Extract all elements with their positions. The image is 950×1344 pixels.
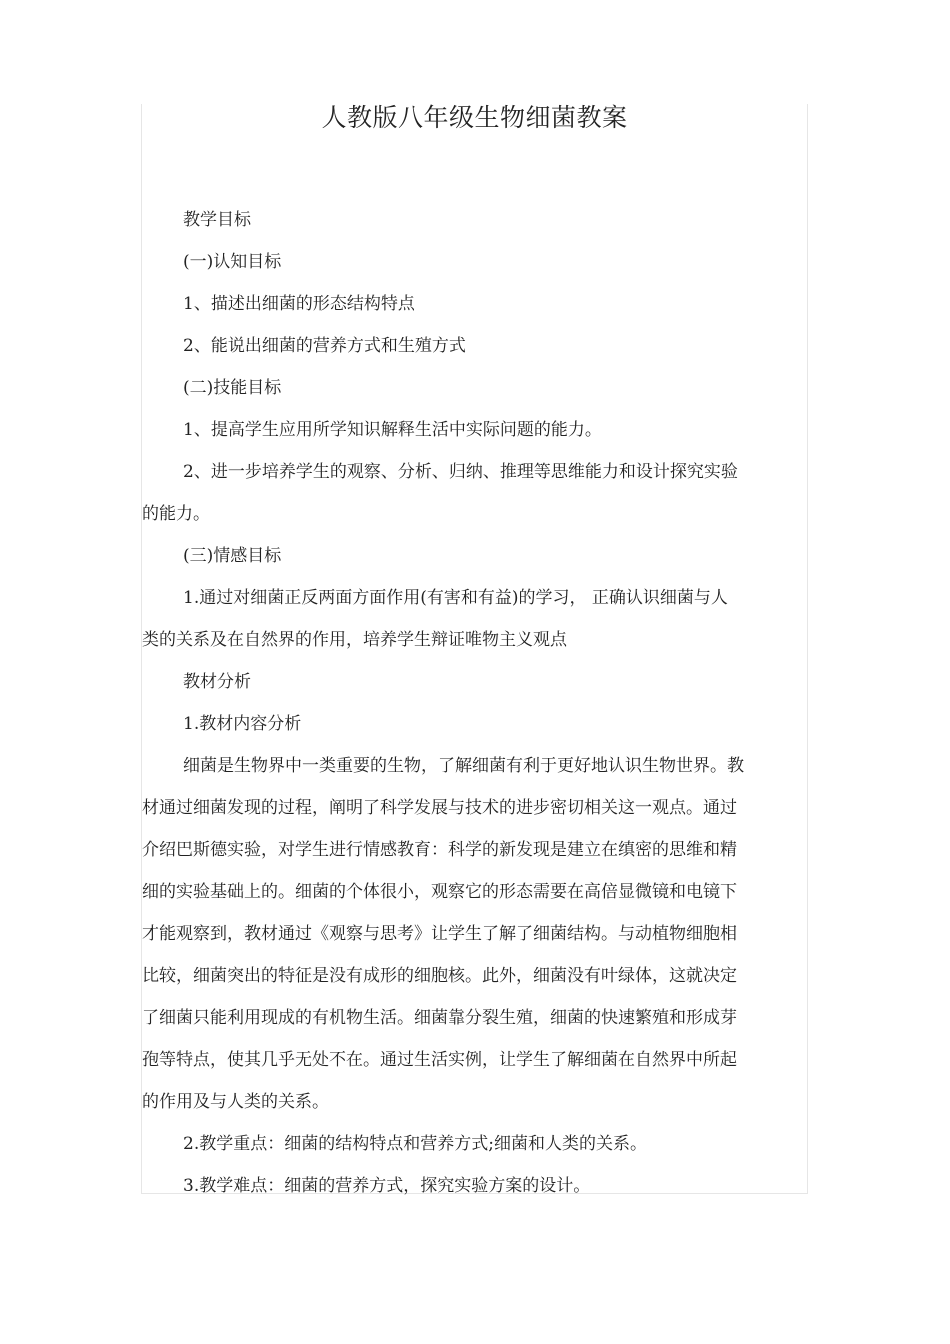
- list-item-continuation: 的能力。: [142, 504, 210, 524]
- paragraph-line: 孢等特点，使其几乎无处不在。通过生活实例，让学生了解细菌在自然界中所起: [142, 1050, 737, 1070]
- section-heading-teaching-goals: 教学目标: [183, 210, 251, 230]
- paragraph-line: 细的实验基础上的。细菌的个体很小，观察它的形态需要在高倍显微镜和电镜下: [142, 882, 737, 902]
- subheading-content-analysis: 1.教材内容分析: [183, 714, 302, 734]
- paragraph-line: 比较，细菌突出的特征是没有成形的细胞核。此外，细菌没有叶绿体，这就决定: [142, 966, 737, 986]
- list-item-continuation: 类的关系及在自然界的作用，培养学生辩证唯物主义观点: [142, 630, 567, 650]
- paragraph-line: 才能观察到，教材通过《观察与思考》让学生了解了细菌结构。与动植物细胞相: [142, 924, 737, 944]
- paragraph-line: 介绍巴斯德实验，对学生进行情感教育：科学的新发现是建立在缜密的思维和精: [142, 840, 737, 860]
- subheading-cognitive-goals: (一)认知目标: [183, 252, 282, 272]
- paragraph-line: 的作用及与人类的关系。: [142, 1092, 329, 1112]
- document-body: [142, 199, 814, 1207]
- paragraph-line: 细菌是生物界中一类重要的生物，了解细菌有利于更好地认识生物世界。教: [183, 756, 744, 776]
- paragraph-line: 材通过细菌发现的过程，阐明了科学发展与技术的进步密切相关这一观点。通过: [142, 798, 737, 818]
- teaching-focus: 2.教学重点：细菌的结构特点和营养方式;细菌和人类的关系。: [183, 1134, 647, 1154]
- list-item: 1、描述出细菌的形态结构特点: [183, 294, 415, 314]
- subheading-emotional-goals: (三)情感目标: [183, 546, 282, 566]
- list-item: 2、进一步培养学生的观察、分析、归纳、推理等思维能力和设计探究实验: [183, 462, 738, 482]
- section-heading-material-analysis: 教材分析: [183, 672, 251, 692]
- list-item: 2、能说出细菌的营养方式和生殖方式: [183, 336, 466, 356]
- teaching-difficulty: 3.教学难点：细菌的营养方式，探究实验方案的设计。: [183, 1176, 591, 1196]
- list-item: 1、提高学生应用所学知识解释生活中实际问题的能力。: [183, 420, 602, 440]
- subheading-skill-goals: (二)技能目标: [183, 378, 282, 398]
- list-item: 1.通过对细菌正反两面方面作用(有害和有益)的学习， 正确认识细菌与人: [183, 588, 728, 608]
- document-title: 人教版八年级生物细菌教案: [321, 103, 628, 132]
- paragraph-line: 了细菌只能利用现成的有机物生活。细菌靠分裂生殖，细菌的快速繁殖和形成芽: [142, 1008, 737, 1028]
